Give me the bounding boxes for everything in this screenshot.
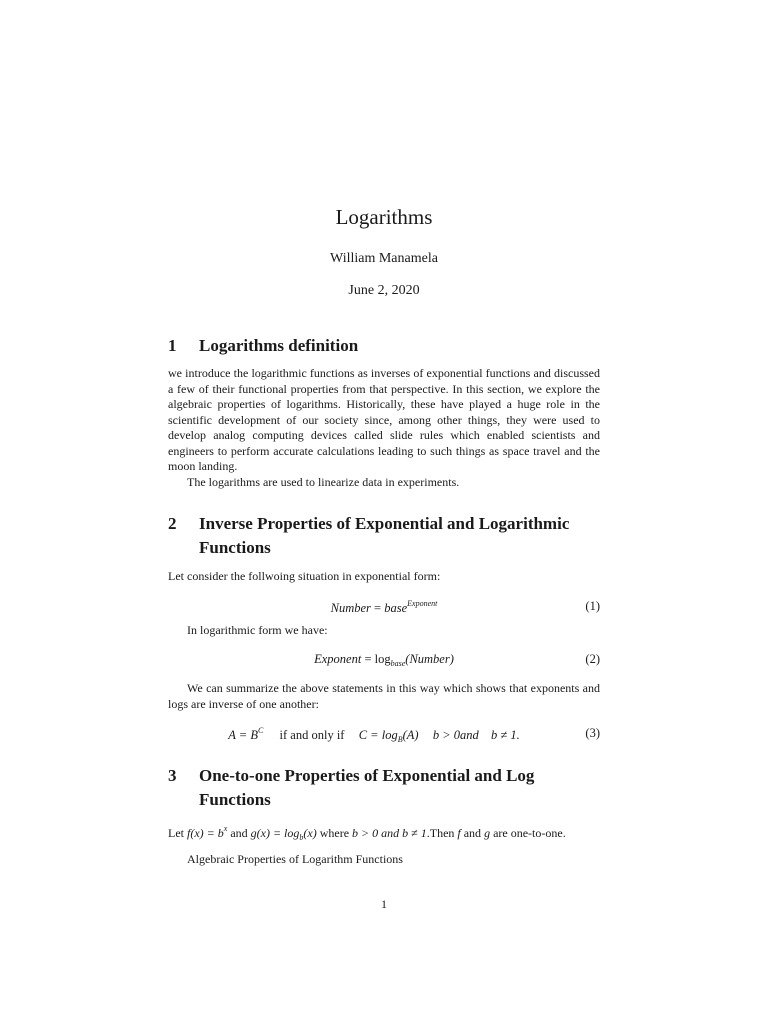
- paragraph-text: we introduce the logarithmic functions as inverses of exponential functions and discussed a few of their functional properties from that perspective. In this section, we explore the algebraic properties of logarithms. Historically, these have played a huge role in the scientific development of our society since, among other things, they were used to develop analog computing devices called slide rules which enabled scientists and engineers to perform accurate calculations leading to such things as space travel and the moon landing.: [168, 366, 600, 473]
- page-number: 1: [381, 897, 387, 911]
- eq-inline: f(x) = b: [187, 826, 224, 840]
- eq-inline: g(x) = log: [250, 826, 300, 840]
- section-2-between: [168, 623, 600, 639]
- section-heading-3: [168, 764, 600, 812]
- eq-inline: b > 0 and b ≠ 1: [352, 826, 427, 840]
- author-name: William Manamela: [330, 251, 438, 266]
- eq-text: if and only if: [279, 728, 345, 742]
- eq-inline: f: [457, 826, 461, 840]
- eq-exponent: C: [257, 726, 264, 735]
- section-1-paragraph-2: [168, 475, 600, 491]
- equation-number: (2): [585, 652, 600, 666]
- eq-var: C = log: [358, 728, 398, 742]
- section-number: 2: [168, 514, 177, 533]
- section-heading-1: [168, 334, 600, 358]
- paragraph-text: and: [227, 826, 251, 840]
- section-title: Logarithms definition: [199, 336, 359, 355]
- section-title: Inverse Properties of Exponential and Logarithmic Functions: [199, 514, 570, 557]
- eq-inline: (x): [303, 826, 317, 840]
- paragraph-text: Let consider the follwoing situation in exponential form:: [168, 569, 441, 583]
- eq-subscript: b: [299, 833, 304, 842]
- eq-var: A = B: [228, 728, 258, 742]
- paper-title: Logarithms: [335, 205, 433, 229]
- paragraph-text: where: [316, 826, 353, 840]
- paragraph-text: Let: [168, 826, 187, 840]
- eq-subscript: B: [397, 735, 403, 744]
- paragraph-text: In logarithmic form we have:: [187, 623, 328, 637]
- eq-condition: b ≠ 1.: [491, 728, 520, 742]
- eq-condition: b > 0and: [432, 728, 479, 742]
- eq-arg: (A): [402, 728, 419, 742]
- equation-3: [168, 726, 600, 744]
- eq-arg: (Number): [405, 652, 454, 666]
- equation-number: (3): [585, 726, 600, 740]
- section-2-intro: [168, 569, 600, 585]
- paragraph-text: and: [460, 826, 485, 840]
- section-1-paragraph: [168, 366, 600, 475]
- section-number: 1: [168, 336, 177, 355]
- section-number: 3: [168, 766, 177, 785]
- section-2-summary: [168, 681, 600, 712]
- section-3-line2: [168, 852, 600, 868]
- equation-number: (1): [585, 599, 600, 613]
- eq-exponent: Exponent: [407, 599, 438, 608]
- paragraph-text: .Then: [426, 826, 458, 840]
- paper-date: June 2, 2020: [348, 283, 420, 298]
- paragraph-text: The logarithms are used to linearize data in experiments.: [187, 475, 460, 489]
- eq-subscript: base: [390, 659, 406, 668]
- paragraph-text: are one-to-one.: [490, 826, 566, 840]
- eq-var: Number: [330, 601, 371, 615]
- equation-2: [168, 652, 600, 670]
- section-3-paragraph: [168, 821, 600, 846]
- paragraph-text: Algebraic Properties of Logarithm Functions: [187, 852, 403, 866]
- section-heading-2: [168, 512, 600, 560]
- eq-op: = log: [361, 652, 391, 666]
- eq-var: base: [384, 601, 408, 615]
- section-title: One-to-one Properties of Exponential and Log Functions: [199, 766, 535, 809]
- eq-inline: g: [484, 826, 491, 840]
- eq-var: Exponent: [314, 652, 362, 666]
- eq-exponent: x: [223, 824, 228, 833]
- equation-1: [168, 599, 600, 617]
- eq-op: =: [370, 601, 385, 615]
- paragraph-text: We can summarize the above statements in this way which shows that exponents and logs are inverse of one another:: [168, 681, 600, 711]
